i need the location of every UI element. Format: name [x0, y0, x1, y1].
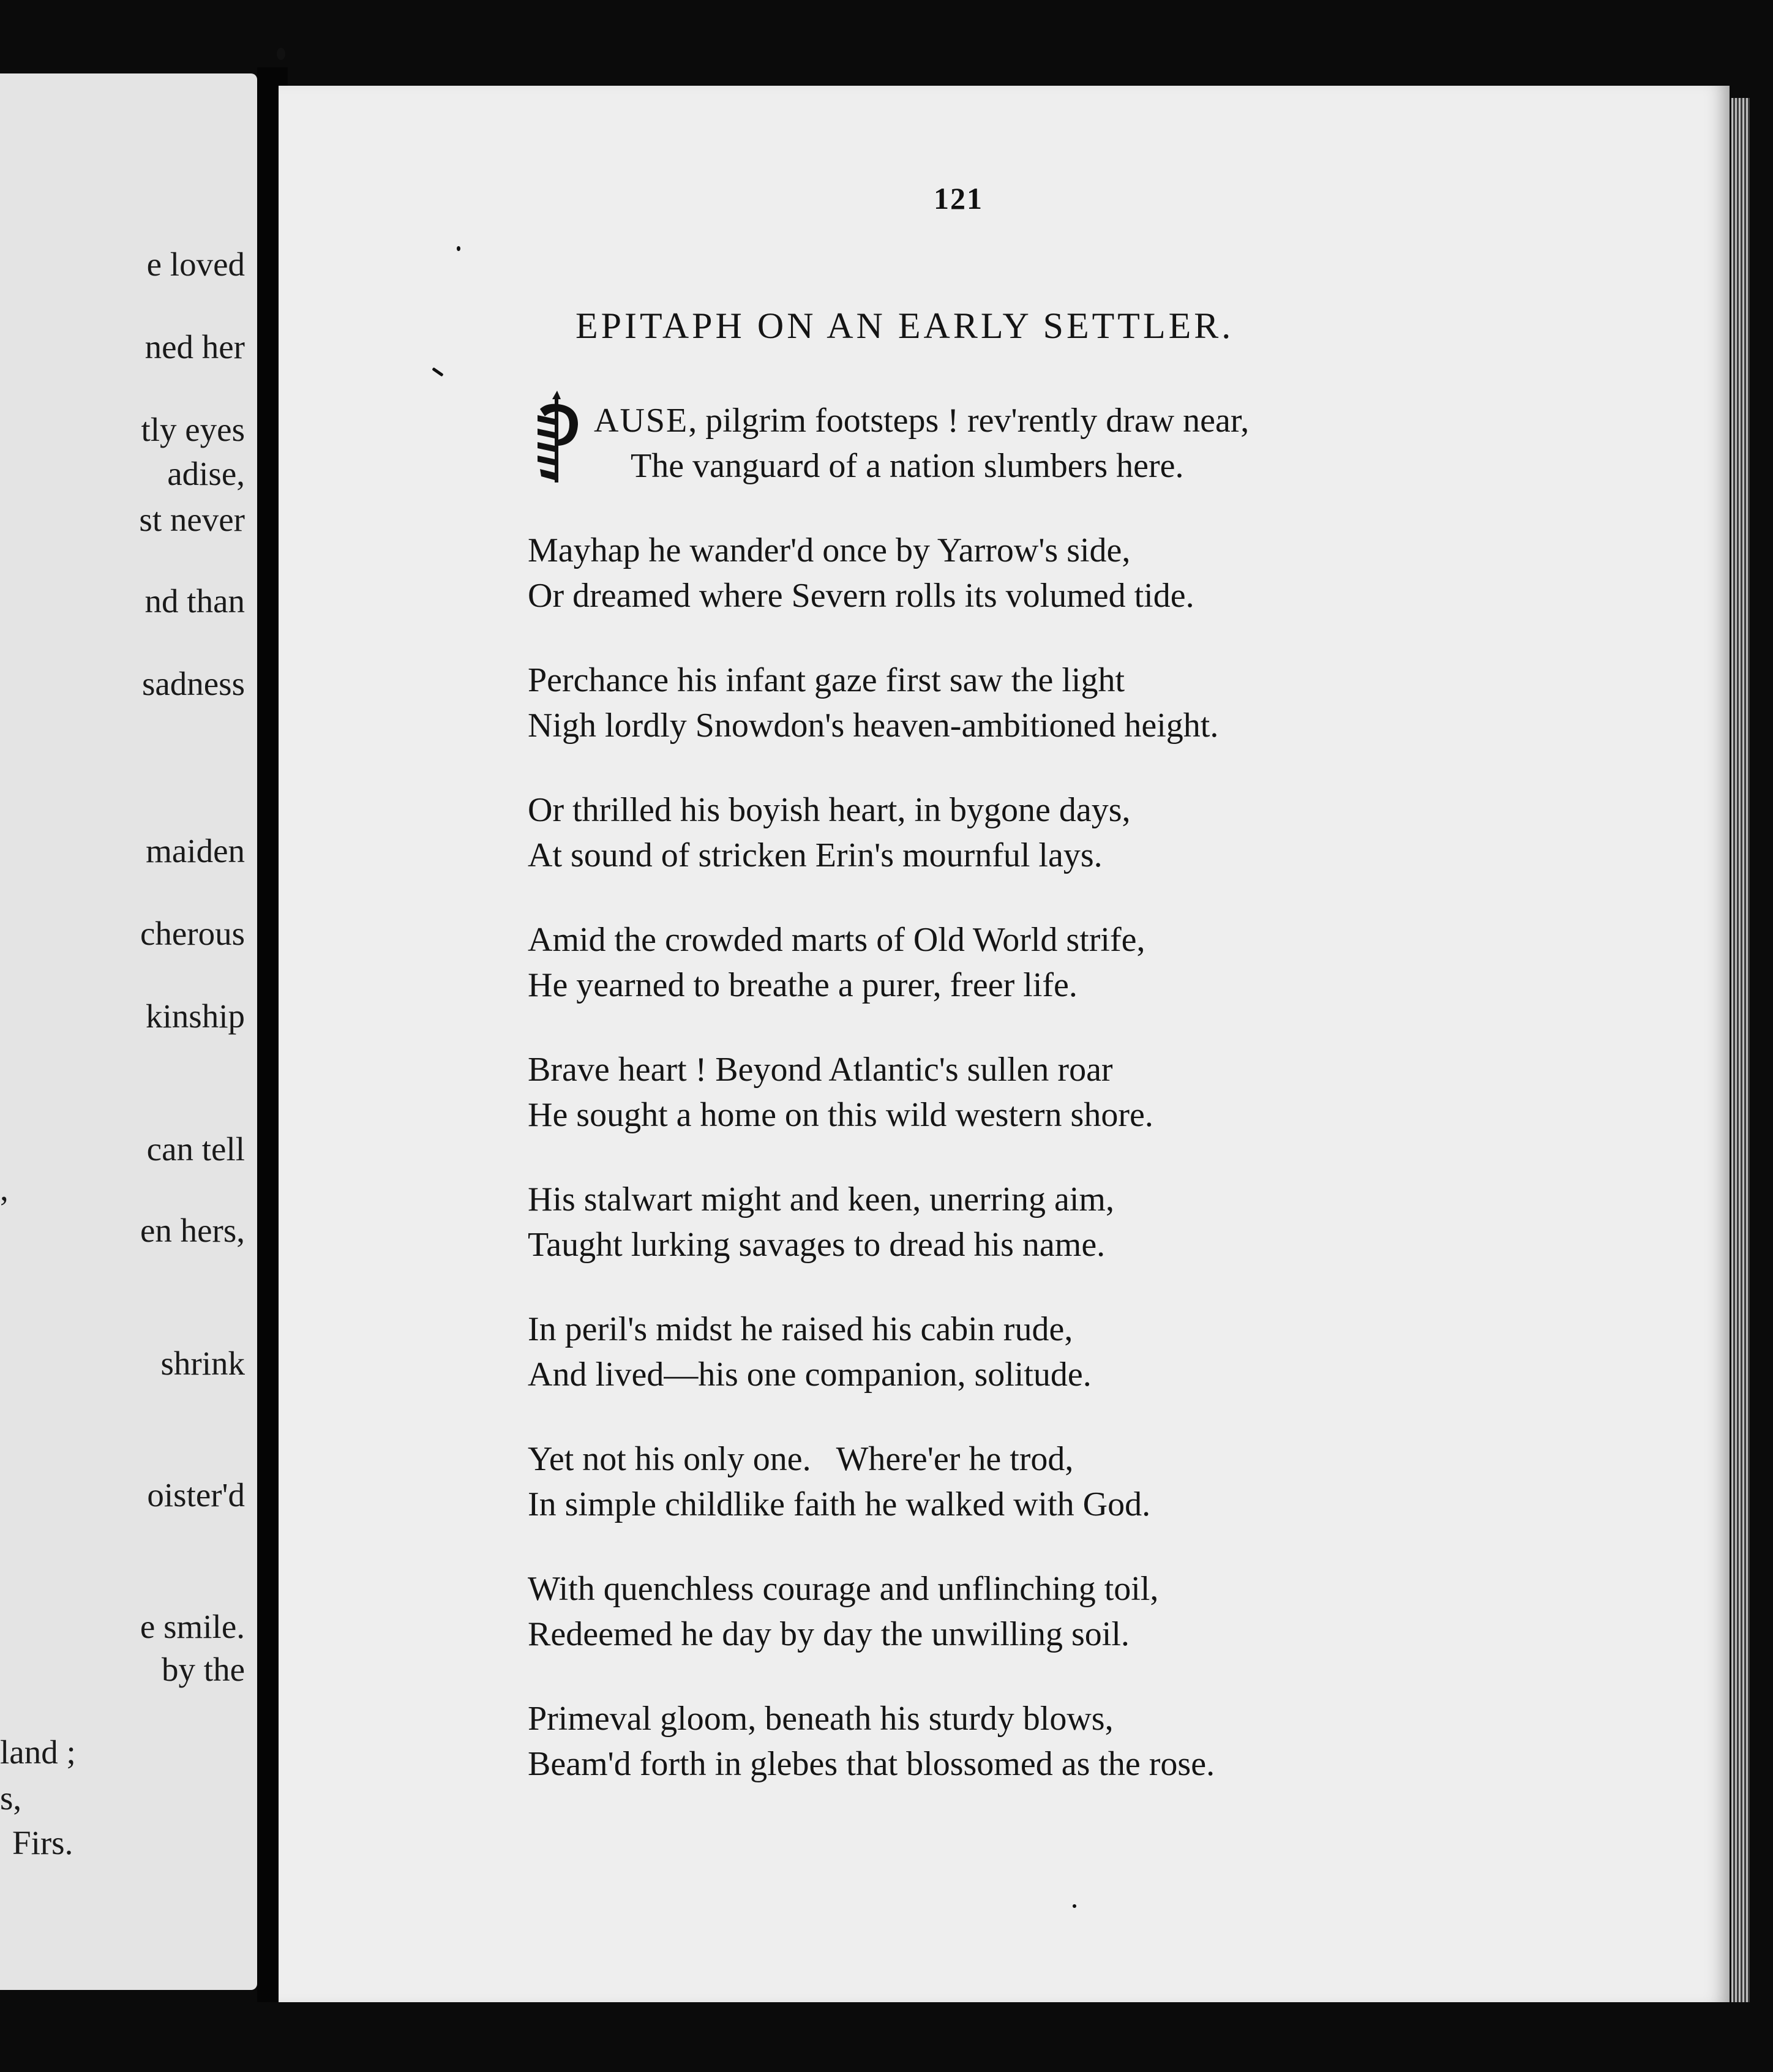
poem-line: In peril's midst he raised his cabin rude,	[528, 1310, 1073, 1348]
first-line-rest: , pilgrim footsteps ! rev'rently draw near,	[688, 402, 1250, 440]
left-page-line: s,	[0, 1779, 22, 1817]
left-page-line: sadness	[141, 665, 245, 702]
poem-line	[528, 398, 1397, 443]
stanza	[528, 1177, 1397, 1267]
left-page-line: st never	[139, 501, 245, 538]
left-page	[0, 73, 257, 1990]
scan-speck	[1073, 1904, 1076, 1908]
left-page-line: e loved	[146, 246, 245, 283]
stanza	[528, 1566, 1397, 1657]
stanza	[528, 398, 1397, 489]
left-page-line: kinship	[146, 997, 245, 1035]
drop-cap-word-rest: AUSE	[594, 402, 689, 440]
poem-line: At sound of stricken Erin's mournful lays.	[528, 836, 1103, 874]
left-page-line: maiden	[146, 832, 245, 869]
poem-line: Perchance his infant gaze first saw the light	[528, 661, 1125, 699]
poem-line: Yet not his only one. Where'er he trod,	[528, 1440, 1074, 1478]
left-page-line: tly eyes	[141, 411, 245, 448]
stanza	[528, 1047, 1397, 1138]
poem-title: EPITAPH ON AN EARLY SETTLER.	[575, 306, 1234, 346]
stanza	[528, 1696, 1397, 1787]
stanza	[528, 658, 1397, 748]
left-page-line: ,	[0, 1170, 9, 1207]
poem-line: Primeval gloom, beneath his sturdy blows,	[528, 1700, 1114, 1738]
poem-body	[528, 398, 1397, 1826]
poem-line: The vanguard of a nation slumbers here.	[631, 447, 1184, 485]
poem-line: And lived—his one companion, solitude.	[528, 1356, 1092, 1394]
stanza	[528, 1436, 1397, 1527]
left-page-line: e smile.	[140, 1608, 245, 1645]
left-page-line: en hers,	[140, 1212, 245, 1249]
poem-line: Mayhap he wander'd once by Yarrow's side,	[528, 531, 1131, 569]
left-page-line: oister'd	[147, 1476, 245, 1514]
poem-line: Taught lurking savages to dread his name.	[528, 1226, 1106, 1264]
poem-line: Amid the crowded marts of Old World strife,	[528, 921, 1145, 959]
left-page-line: ned her	[144, 328, 245, 366]
stanza	[528, 787, 1397, 878]
stanza	[528, 917, 1397, 1008]
poem-line: Brave heart ! Beyond Atlantic's sullen roar	[528, 1051, 1113, 1089]
poem-line: He sought a home on this wild western shore.	[528, 1096, 1153, 1134]
drop-cap-letter: P	[561, 429, 564, 435]
left-page-line: nd than	[144, 582, 245, 620]
left-page-line: Firs.	[12, 1824, 73, 1861]
poem-line: With quenchless courage and unflinching toil,	[528, 1570, 1159, 1608]
left-page-line: shrink	[160, 1345, 245, 1382]
poem-line: Or thrilled his boyish heart, in bygone days,	[528, 791, 1131, 829]
left-page-line: by the	[162, 1651, 245, 1688]
poem-line: Nigh lordly Snowdon's heaven-ambitioned height.	[528, 707, 1219, 745]
stanza	[528, 1307, 1397, 1397]
poem-line: In simple childlike faith he walked with God.	[528, 1485, 1151, 1523]
left-page-line: land ;	[0, 1733, 76, 1771]
page-edge	[1731, 98, 1750, 2002]
scan-speck	[277, 48, 285, 60]
scan-speck	[457, 246, 460, 251]
left-page-line: adise,	[167, 455, 245, 492]
left-page-line: cherous	[140, 915, 245, 952]
poem-line: Beam'd forth in glebes that blossomed as the rose.	[528, 1745, 1215, 1783]
stanza	[528, 528, 1397, 618]
left-page-line: can tell	[146, 1130, 245, 1168]
poem-line: His stalwart might and keen, unerring aim,	[528, 1181, 1114, 1218]
poem-line: He yearned to breathe a purer, freer life.	[528, 966, 1078, 1004]
poem-line: Or dreamed where Severn rolls its volumed tide.	[528, 577, 1194, 615]
poem-line: Redeemed he day by day the unwilling soil.	[528, 1615, 1130, 1653]
page-number: 121	[934, 181, 983, 216]
